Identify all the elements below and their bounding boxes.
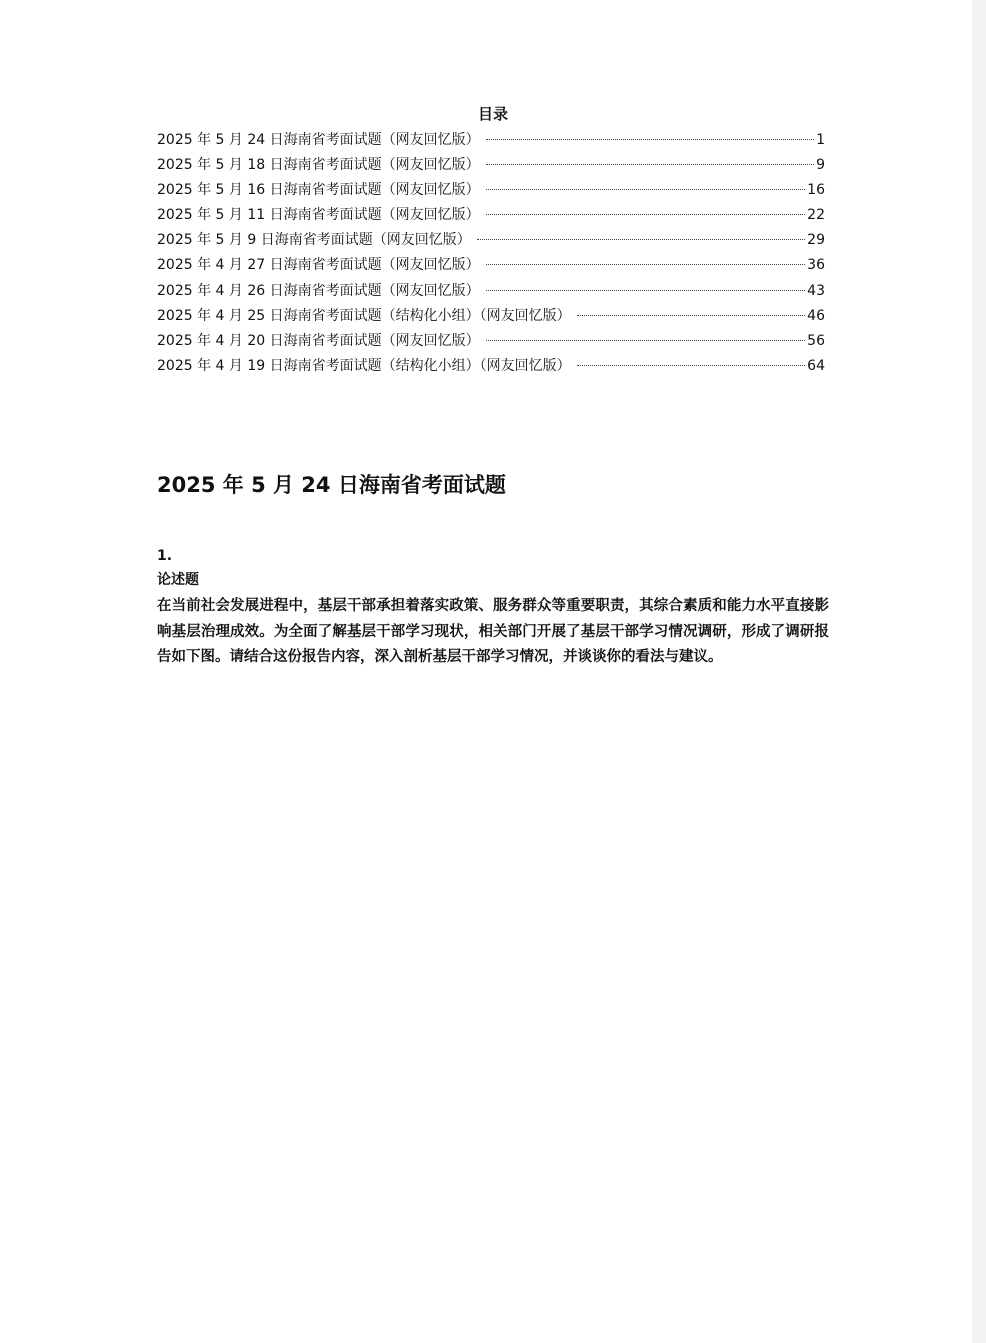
toc-item-text: 2025 年 4 月 27 日海南省考面试题（网友回忆版） [157, 257, 480, 274]
toc-item[interactable] [157, 153, 825, 178]
toc-item-page: 29 [807, 232, 825, 249]
toc-item-page: 56 [807, 332, 825, 349]
toc-item[interactable] [157, 329, 825, 354]
toc-leader-dots [577, 365, 806, 366]
toc-title: 目录 [477, 105, 508, 123]
toc-item[interactable] [157, 253, 825, 278]
toc-item-text: 2025 年 4 月 26 日海南省考面试题（网友回忆版） [157, 282, 480, 299]
question-type: 论述题 [157, 572, 199, 588]
toc-leader-dots [486, 340, 806, 341]
toc-item-page: 64 [807, 357, 825, 374]
question-number: 1. [157, 548, 173, 564]
toc-item-text: 2025 年 4 月 20 日海南省考面试题（网友回忆版） [157, 332, 480, 349]
toc-item-page: 46 [807, 307, 825, 324]
toc-item-text: 2025 年 4 月 19 日海南省考面试题（结构化小组）（网友回忆版） [157, 357, 571, 374]
question-body: 在当前社会发展进程中，基层干部承担着落实政策、服务群众等重要职责，其综合素质和能力水平直接影响基层治理成效。为全面了解基层干部学习现状，相关部门开展了基层干部学习情况调研，形成了调研报告如下图。请结合这份报告内容，深入剖析基层干部学习情况，并谈谈你的看法与建议。 [157, 598, 829, 665]
toc-item-text: 2025 年 4 月 25 日海南省考面试题（结构化小组）（网友回忆版） [157, 307, 571, 324]
toc-leader-dots [577, 315, 806, 316]
table-of-contents [157, 128, 825, 379]
toc-item[interactable] [157, 128, 825, 153]
toc-item[interactable] [157, 354, 825, 379]
toc-item-page: 43 [807, 282, 825, 299]
toc-item-page: 1 [816, 132, 825, 148]
toc-item-text: 2025 年 5 月 11 日海南省考面试题（网友回忆版） [157, 207, 480, 224]
toc-item[interactable] [157, 203, 825, 228]
toc-item-text: 2025 年 5 月 24 日海南省考面试题（网友回忆版） [157, 132, 480, 148]
toc-leader-dots [486, 214, 806, 215]
toc-item-text: 2025 年 5 月 9 日海南省考面试题（网友回忆版） [157, 232, 471, 249]
toc-item-page: 22 [807, 207, 825, 224]
toc-item-text: 2025 年 5 月 16 日海南省考面试题（网友回忆版） [157, 182, 480, 199]
toc-item-text: 2025 年 5 月 18 日海南省考面试题（网友回忆版） [157, 157, 480, 174]
toc-leader-dots [486, 164, 814, 165]
toc-leader-dots [477, 239, 805, 240]
toc-item[interactable] [157, 279, 825, 304]
toc-leader-dots [486, 189, 806, 190]
toc-item[interactable] [157, 304, 825, 329]
toc-item[interactable] [157, 178, 825, 203]
toc-leader-dots [486, 139, 814, 140]
toc-item-page: 16 [807, 182, 825, 199]
toc-leader-dots [486, 264, 806, 265]
toc-item-page: 9 [816, 157, 825, 174]
toc-item[interactable] [157, 228, 825, 253]
toc-leader-dots [486, 290, 806, 291]
toc-item-page: 36 [807, 257, 825, 274]
section-heading: 2025 年 5 月 24 日海南省考面试题 [157, 473, 506, 497]
